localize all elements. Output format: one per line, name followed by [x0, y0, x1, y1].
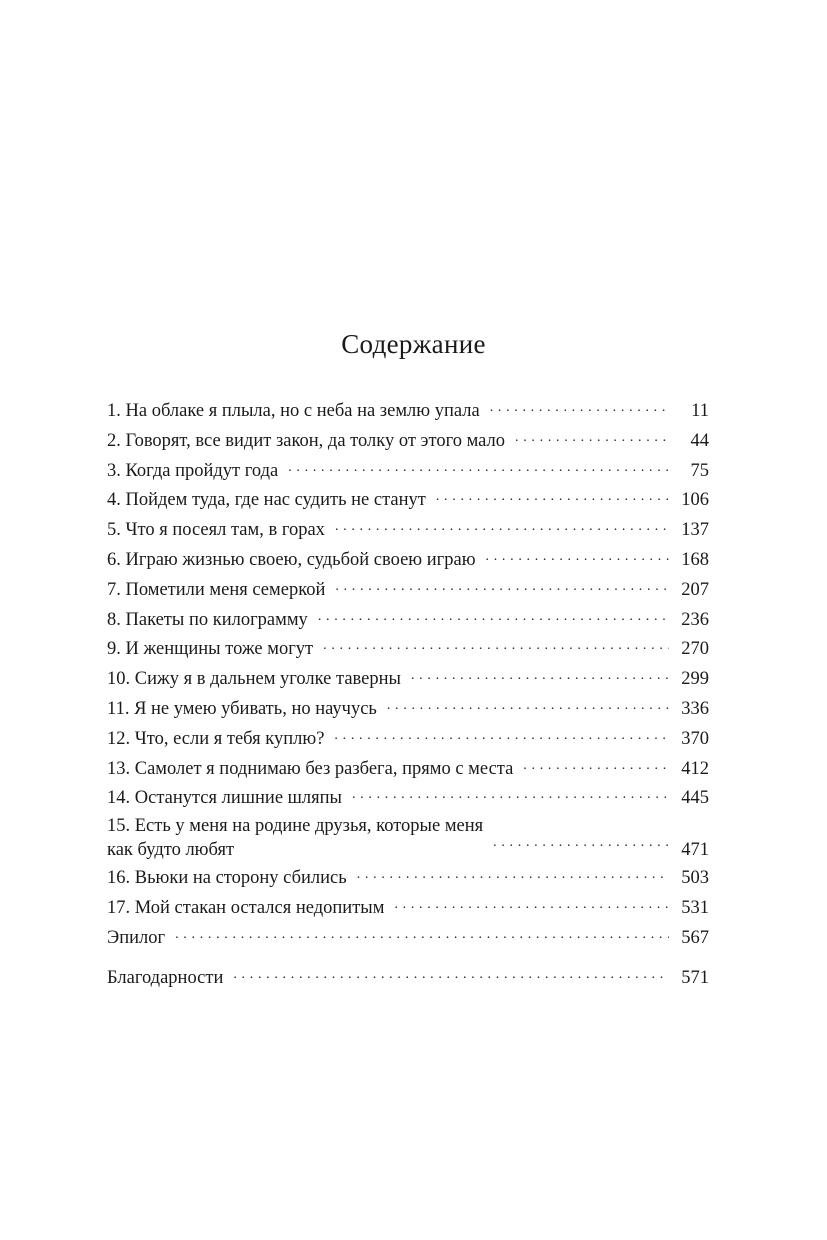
dot-leader — [288, 453, 669, 483]
toc-entry-label: Благодарности — [107, 967, 224, 988]
toc-entry-label: 3. Когда пройдут года — [107, 460, 279, 481]
dot-leader — [515, 423, 669, 453]
toc-entry-label-line1: 15. Есть у меня на родине друзья, которые меня — [107, 816, 484, 837]
dot-leader — [335, 512, 669, 542]
toc-entry-page: 106 — [681, 490, 709, 511]
toc-entry-page: 503 — [681, 868, 709, 889]
toc-entry-14 — [107, 784, 709, 814]
dot-leader — [318, 602, 669, 632]
toc-entry-page: 336 — [681, 698, 709, 719]
toc-entry-page: 11 — [691, 401, 709, 421]
toc-entry-acknowledgements — [107, 964, 709, 994]
dot-leader — [490, 393, 669, 423]
toc-entry-page: 370 — [681, 728, 709, 749]
toc-entry-epilogue — [107, 924, 709, 954]
toc-entry-page: 471 — [681, 840, 709, 861]
dot-leader — [493, 828, 669, 858]
toc-title: Содержание — [341, 329, 486, 359]
dot-leader — [394, 890, 669, 920]
dot-leader — [335, 572, 669, 602]
toc-entry-page: 75 — [690, 460, 709, 481]
toc-entry-page: 270 — [681, 639, 709, 660]
dot-leader — [436, 482, 669, 512]
toc-list — [107, 397, 709, 993]
toc-entry-label: 2. Говорят, все видит закон, да толку от этого мало — [107, 430, 506, 451]
dot-leader — [411, 661, 669, 691]
toc-entry-label: 17. Мой стакан остался недопитым — [107, 897, 385, 918]
dot-leader — [523, 751, 669, 781]
toc-entry-page: 445 — [681, 788, 709, 809]
toc-entry-label: 1. На облаке я плыла, но с неба на землю упала — [107, 401, 480, 421]
toc-entry-label: 9. И женщины тоже могут — [107, 639, 314, 660]
toc-entry-label: 12. Что, если я тебя куплю? — [107, 728, 325, 749]
toc-entry-label: 14. Останутся лишние шляпы — [107, 788, 342, 809]
toc-entry-label: 6. Играю жизнью своею, судьбой своею играю — [107, 549, 476, 570]
toc-entry-page: 412 — [681, 758, 709, 779]
toc-entry-page: 236 — [681, 609, 709, 630]
toc-entry-page: 168 — [681, 549, 709, 570]
toc-entry-label: 16. Вьюки на сторону сбились — [107, 868, 347, 889]
dot-leader — [387, 691, 669, 721]
toc-entry-page: 207 — [681, 579, 709, 600]
dot-leader — [323, 631, 669, 661]
dot-leader — [352, 780, 669, 810]
toc-entry-label: 7. Пометили меня семеркой — [107, 579, 326, 600]
toc-entry-label-line2: как будто любят — [107, 840, 235, 861]
toc-entry-label: 5. Что я посеял там, в горах — [107, 520, 325, 541]
toc-entry-page: 44 — [690, 430, 709, 451]
toc-entry-15 — [107, 814, 709, 864]
toc-entry-page: 567 — [681, 927, 709, 948]
toc-entry-label: Эпилог — [107, 927, 166, 948]
dot-leader — [357, 860, 669, 890]
toc-entry-label: 11. Я не умею убивать, но научусь — [107, 698, 377, 719]
toc-entry-page: 571 — [681, 967, 709, 988]
toc-entry-page: 299 — [681, 669, 709, 690]
toc-entry-page: 531 — [681, 897, 709, 918]
dot-leader — [486, 542, 669, 572]
dot-leader — [233, 960, 669, 990]
toc-entry-label: 4. Пойдем туда, где нас судить не станут — [107, 490, 426, 511]
dot-leader — [334, 721, 669, 751]
toc-entry-label: 13. Самолет я поднимаю без разбега, прямо с места — [107, 758, 514, 779]
toc-entry-label — [107, 814, 483, 862]
dot-leader — [175, 920, 669, 950]
toc-entry-label: 10. Сижу я в дальнем уголке таверны — [107, 669, 401, 690]
toc-entry-page: 137 — [681, 520, 709, 541]
toc-entry-label: 8. Пакеты по килограмму — [107, 609, 308, 630]
